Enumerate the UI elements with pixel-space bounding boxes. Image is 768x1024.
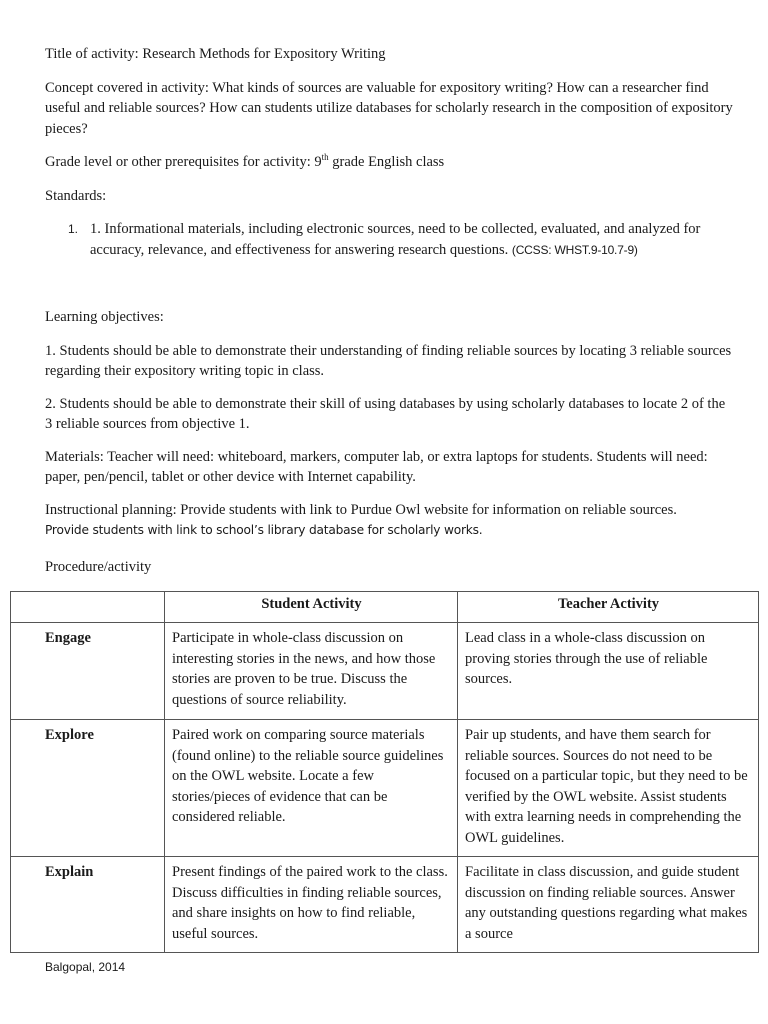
teacher-activity-cell: Lead class in a whole-class discussion on proving stories through the use of reliable sources. xyxy=(458,623,759,720)
procedure-label: Procedure/activity xyxy=(45,559,152,575)
document-body xyxy=(45,44,735,554)
teacher-activity-cell: Facilitate in class discussion, and guide student discussion on finding reliable sources. Answer any outstanding questions regarding what makes a source xyxy=(458,857,759,953)
student-activity-cell: Participate in whole-class discussion on interesting stories in the news, and how those stories are proven to be true. Discuss the questions of source reliability. xyxy=(165,623,458,720)
standard-code: (CCSS: WHST.9-10.7-9) xyxy=(511,242,638,257)
footer-citation: Balgopal, 2014 xyxy=(45,960,126,974)
planning-line-1: Instructional planning: Provide students with link to Purdue Owl website for information on reliable sources. xyxy=(45,501,677,518)
objectives-label: Learning objectives: xyxy=(45,309,164,325)
concept-paragraph: Concept covered in activity: What kinds of sources are valuable for expository writing? How can a researcher find useful and reliable sources? How can students utilize databases for scholarly research in the composition of expository pieces? xyxy=(45,79,733,137)
standard-item xyxy=(45,219,735,260)
spacer xyxy=(45,260,735,307)
activity-title: Title of activity: Research Methods for Expository Writing xyxy=(45,46,386,62)
grade-prefix: Grade level or other prerequisites for activity: 9 xyxy=(45,154,322,170)
materials-paragraph: Materials: Teacher will need: whiteboard, markers, computer lab, or extra laptops for students. Students will need: paper, pen/pencil, tablet or other device with Internet capability. xyxy=(45,448,708,485)
grade-superscript: th xyxy=(321,152,329,162)
teacher-activity-cell: Pair up students, and have them search for reliable sources. Sources do not need to be focused on a particular topic, but they need to be verified by the OWL website. Assist students with extra learning needs in comprehending the OWL guidelines. xyxy=(458,720,759,857)
activity-table xyxy=(10,591,759,953)
phase-cell: Explain xyxy=(11,857,165,953)
grade-level xyxy=(45,152,735,173)
phase-cell: Engage xyxy=(11,623,165,720)
phase-cell: Explore xyxy=(11,720,165,857)
student-activity-cell: Paired work on comparing source materials (found online) to the reliable source guidelines on the OWL website. Locate a few stories/pieces of evidence that can be considered reliable. xyxy=(165,720,458,857)
standards-label: Standards: xyxy=(45,187,107,204)
header-phase xyxy=(11,592,165,623)
table-row xyxy=(11,857,759,953)
table-row xyxy=(11,623,759,720)
table-row xyxy=(11,720,759,857)
objective-1: 1. Students should be able to demonstrate their understanding of finding reliable sources by locating 3 reliable sources regarding their expository writing topic in class. xyxy=(45,342,732,379)
grade-suffix: grade English class xyxy=(328,154,445,170)
standard-text: 1. Informational materials, including electronic sources, need to be collected, evaluated, and analyzed for accuracy, relevance, and effectiveness for answering research questions. xyxy=(90,221,701,258)
student-activity-cell: Present findings of the paired work to the class. Discuss difficulties in finding reliable sources, and share insights on how to find reliable, useful sources. xyxy=(165,857,458,953)
table-header-row xyxy=(11,592,759,623)
header-teacher-activity: Teacher Activity xyxy=(458,592,759,623)
objective-2: 2. Students should be able to demonstrate their skill of using databases by using scholarly databases to locate 2 of the 3 reliable sources from objective 1. xyxy=(45,395,726,432)
planning-line-2: Provide students with link to school’s library database for scholarly works. xyxy=(45,523,483,537)
standard-number: 1. xyxy=(68,222,79,236)
header-student-activity: Student Activity xyxy=(165,592,458,623)
planning-paragraph xyxy=(45,500,735,541)
